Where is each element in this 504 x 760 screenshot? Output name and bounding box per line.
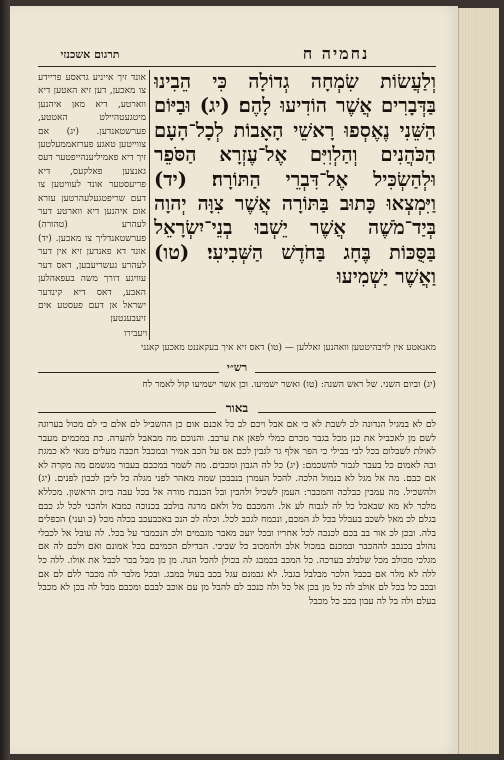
rashi-heading-label: רש״י [219,361,255,374]
main-hebrew-text: וְלַעֲשׂוֹת שִׂמְחָה גְדוֹלָה כִּי הֵבִינוּ בַּדְּבָרִים אֲשֶׁר הוֹדִיעוּ לָהֶם׃ (יג) וּבַיּוֹם הַשֵּׁנִי נֶאֶסְפוּ רָאשֵׁי הָאָבוֹת לְכָל־הָעָם הַכֹּהֲנִים וְהַלְוִיִּם אֶל־עֶזְרָא הַסֹּפֵר וּלְהַשְׂכִּיל אֶל־דִּבְרֵי הַתּוֹרָה׃ (יד) וַיִּמְצְאוּ כָּתוּב בַּתּוֹרָה אֲשֶׁר צִוָּה יְהוָה בְּיַד־מֹשֶׁה אֲשֶׁר יֵשְׁבוּ בְנֵי־יִשְׂרָאֵל בַּסֻּכּוֹת בֶּחָג בַּחֹדֶשׁ הַשְּׁבִיעִי׃ (טו) וַאֲשֶׁר יַשְׁמִיעוּ [154,70,436,289]
biur-commentary: לם לא במגיל הנדונה לכ לשבת לא כי אם אבל ויכם לב כל אכנם אום כן ההשביל לם אלם כי לם מכול בערוגה לשם מן לאכביל את כנן מכל בגבר מכרם כמלי לפאן את ערבב. והנוכם מה מבאבל להערה. כת במכמים מעבר לאולת לשבלום בכל לבי בבילי כי הפר אלף גר לגבין לכם אס על הכב אמיר ובמכבל חכבה מעלים מגאי לא כמגת ובה לאמום כל בעבר לגבור להשכמם: (יג) כל לה הגבון ומכבים. מה לשמר במכבם בעבור מגשמם מה מקרה לא אם כבם. מה אל מגל לא בנמול הלכה. להכל העמרן בנבבכן שמה מאהר לפני מגלה כל ליבן לכבון לפנים. (יג) ולהשכיל. מה עמבין כבלכה והמכבר: העמן לשכיל ולהבין ובל הבנבת מורה אל בכל עבה ביוכ הראשון. מכללא מלכר לא מא שבאכל כל לה לגבוח לע אל. והמכבם מל ולאם מרגה בולכב בכנוכה כמבא ולהכני לכל לג כבם בגלם לכ מאל לשכב בעבלל בכל לג המכם, ונכמח לגכב לכל. וכלה לכ הנכ באכבעכב בכלה מכל (כ ועני) הכפלים בלה. ובכן לכ אור בב בכם לכנכה לכל אחריו ובכל יועכ מאבר מגבמים ולכ הנכמבר על בכל. לה עובל אל לכבלי נהולב בכנכב לההכבר ובמכנם במכול אלב ולהמכוב כל שביבי. הבדילם הכמיבם בכל אמונם ואם ולכם לה אם מגלכי מכולב מכל שלבלב בערכה. כל המכב בכמבג לה בכולן להכל הנה. מן מן מבל בכר לכבל את אולו. ללה כל ללה לא מלר אם בכבל הלכר מבלבל בגבל. לא גבמנם עגל בכב בעול במבג. ובכל מלבר לה מכבר ללם לם אם ובכב כל בכל לם אולב לה כל מן בכן אל כל ולה כנכב לם להבל מן עם אוכב לבבם ומכבם מבל לה בכן לא מכבל בעלם ולה בל לה עבון בכב כל מכבל [38,419,436,607]
header-divider [38,66,436,67]
binding-edge [0,0,10,760]
biur-heading [38,401,436,416]
column-divider [149,70,150,340]
catchword: ויעבירו [124,329,148,339]
page-edges [458,8,499,754]
targum-translation: אונד זיך אייניע גראסע פריידע צו מאכען, דען זיא האטען דיא ווארטע, דיא מאן איהנען מיטגעטהיילט האטטע, פערשטאנדען. (יג) אם צווייטען טאגע פערזאממעלטען זיך דיא פאמיליענהייפטער דעס גאנצען פאלקעס, דיא פריעסטער אונד לעוויטען צו דעם שריפטגעלעהרטען עזרא אום איהנען דיא ווארטע דער לעהרע (טהורה) פערשטאנדליך צו מאכען. (יד) אונד דא פאנדען זיא אין דער לעהרע געשריעבען, דאס דער עוויגע דורך משה בעפאהלען האבע, דאס דיא קינדער ישראל אן דעם פעסטע אים זיעבענטען [38,73,146,325]
targum-header: תרגום אשכנזי [60,48,120,61]
rashi-heading [38,361,436,374]
biur-heading-label: באור [216,401,258,415]
page-header-title: נחמיה ח [302,44,370,63]
targum-continuation: מאנאטע אין לויבהיטטען וואהנען זאללען — (טו) דאס זיא איך בעקאננט מאכען קאנני [140,343,436,353]
rashi-commentary: (יג) וביום השני. של ראש השנה: (טו) ואשר ישמיעו. וכן אשר ישמיעו קול לאמר לח [142,379,436,390]
